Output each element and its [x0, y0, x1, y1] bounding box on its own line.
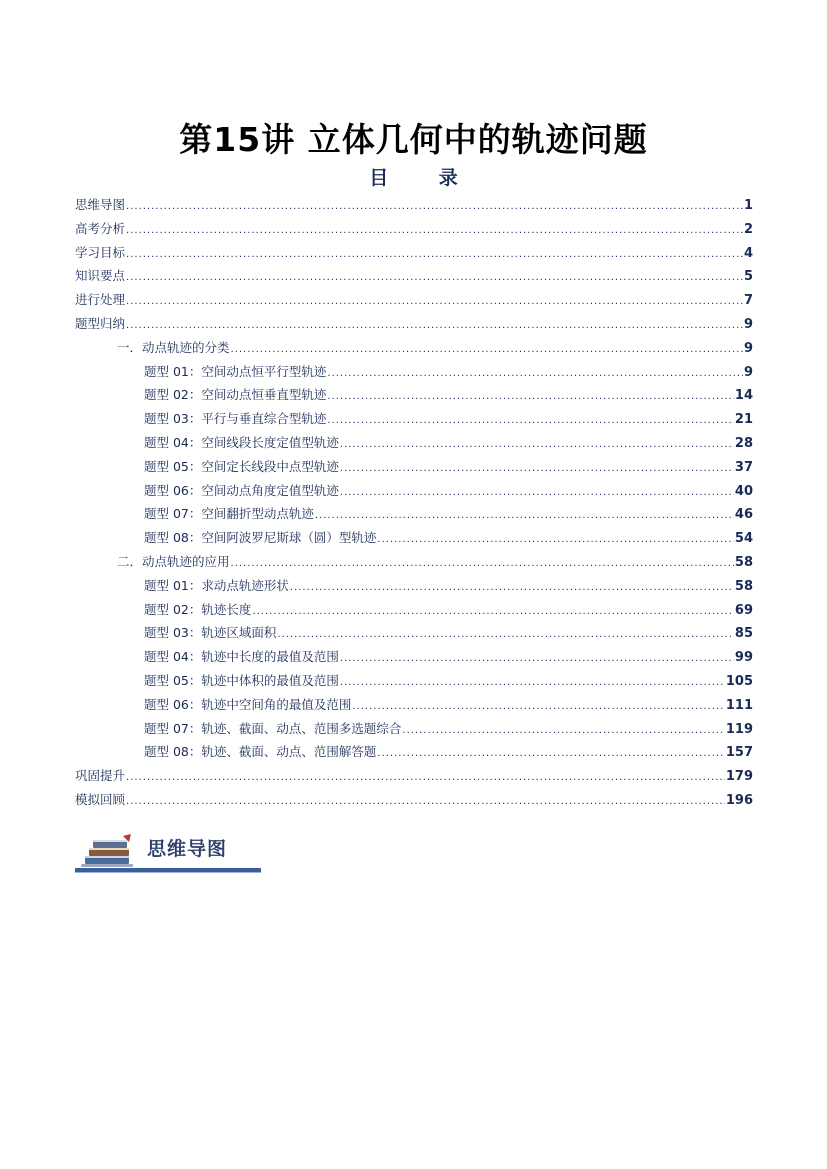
- toc-entry-label: 一．动点轨迹的分类: [117, 339, 230, 355]
- table-of-contents: [75, 193, 753, 812]
- toc-entry-label: 题型 01：空间动点恒平行型轨迹: [144, 363, 327, 379]
- toc-entry-page-number: 2: [743, 221, 753, 237]
- toc-entry[interactable]: [75, 217, 753, 241]
- toc-entry-label: 题型 05：空间定长线段中点型轨迹: [144, 458, 339, 474]
- toc-entry-label: 题型 04：空间线段长度定值型轨迹: [144, 434, 339, 450]
- toc-dot-leader: [377, 742, 724, 766]
- toc-entry-page-number: 58: [734, 578, 753, 594]
- toc-entry[interactable]: [75, 193, 753, 217]
- toc-entry-label: 模拟回顾: [75, 791, 126, 807]
- toc-entry-label: 学习目标: [75, 244, 126, 260]
- toc-entry[interactable]: [75, 502, 753, 526]
- toc-entry[interactable]: [75, 288, 753, 312]
- toc-dot-leader: [126, 314, 743, 338]
- page-title: 第15讲 立体几何中的轨迹问题: [179, 120, 648, 160]
- toc-entry[interactable]: [75, 574, 753, 598]
- toc-entry-label: 高考分析: [75, 220, 126, 236]
- toc-entry-page-number: 111: [725, 697, 753, 713]
- toc-entry-page-number: 46: [734, 507, 753, 523]
- toc-dot-leader: [252, 600, 734, 624]
- toc-entry[interactable]: [75, 764, 753, 788]
- toc-dot-leader: [327, 385, 734, 409]
- toc-dot-leader: [126, 195, 743, 219]
- toc-entry-page-number: 119: [725, 721, 753, 737]
- toc-dot-leader: [231, 338, 743, 362]
- toc-heading: 目 录: [369, 167, 480, 189]
- toc-entry[interactable]: [75, 621, 753, 645]
- toc-entry[interactable]: [75, 431, 753, 455]
- toc-entry[interactable]: [75, 264, 753, 288]
- toc-dot-leader: [340, 671, 725, 695]
- toc-entry-label: 题型 02：空间动点恒垂直型轨迹: [144, 387, 327, 403]
- toc-entry[interactable]: [75, 788, 753, 812]
- toc-entry-label: 知识要点: [75, 268, 126, 284]
- toc-dot-leader: [340, 433, 734, 457]
- toc-entry-page-number: 9: [743, 364, 753, 380]
- toc-entry[interactable]: [75, 241, 753, 265]
- toc-dot-leader: [231, 552, 734, 576]
- section-banner-rule: [75, 868, 261, 873]
- toc-entry-label: 二．动点轨迹的应用: [117, 553, 230, 569]
- toc-entry-page-number: 14: [734, 388, 753, 404]
- toc-dot-leader: [340, 647, 734, 671]
- toc-entry-page-number: 157: [725, 745, 753, 761]
- toc-entry-label: 题型 03：轨迹区域面积: [144, 625, 277, 641]
- toc-dot-leader: [402, 719, 724, 743]
- toc-dot-leader: [290, 576, 734, 600]
- toc-entry-label: 题型 07：空间翻折型动点轨迹: [144, 506, 314, 522]
- toc-dot-leader: [126, 243, 743, 267]
- toc-entry-label: 题型 04：轨迹中长度的最值及范围: [144, 649, 339, 665]
- toc-entry-page-number: 105: [725, 673, 753, 689]
- books-icon: [79, 832, 139, 870]
- toc-entry-page-number: 54: [734, 531, 753, 547]
- toc-entry-page-number: 58: [734, 554, 753, 570]
- toc-entry[interactable]: [75, 455, 753, 479]
- toc-entry-page-number: 5: [743, 269, 753, 285]
- toc-entry[interactable]: [75, 669, 753, 693]
- toc-entry-page-number: 196: [725, 792, 753, 808]
- toc-entry-page-number: 69: [734, 602, 753, 618]
- toc-entry-page-number: 9: [743, 340, 753, 356]
- toc-entry-label: 题型 05：轨迹中体积的最值及范围: [144, 672, 339, 688]
- toc-entry[interactable]: [75, 336, 753, 360]
- toc-entry-page-number: 85: [734, 626, 753, 642]
- toc-dot-leader: [352, 695, 724, 719]
- toc-entry[interactable]: [75, 550, 753, 574]
- toc-entry[interactable]: [75, 740, 753, 764]
- toc-dot-leader: [277, 623, 734, 647]
- toc-dot-leader: [327, 409, 734, 433]
- toc-entry-page-number: 40: [734, 483, 753, 499]
- toc-dot-leader: [126, 766, 725, 790]
- section-banner-mind-map: [75, 830, 261, 874]
- toc-entry-label: 思维导图: [75, 197, 126, 212]
- toc-entry-label: 题型 08：轨迹、截面、动点、范围解答题: [144, 744, 377, 760]
- toc-entry-page-number: 1: [743, 198, 753, 213]
- toc-entry-page-number: 21: [734, 412, 753, 428]
- section-banner-label: 思维导图: [147, 838, 228, 860]
- toc-entry-page-number: 99: [734, 650, 753, 666]
- toc-entry-label: 巩固提升: [75, 768, 126, 784]
- toc-entry[interactable]: [75, 407, 753, 431]
- toc-dot-leader: [126, 790, 725, 814]
- toc-entry-page-number: 28: [734, 435, 753, 451]
- toc-entry-page-number: 4: [743, 245, 753, 261]
- toc-entry-page-number: 7: [743, 293, 753, 309]
- toc-entry-page-number: 9: [743, 316, 753, 332]
- toc-entry-label: 题型归纳: [75, 315, 126, 331]
- toc-dot-leader: [126, 219, 743, 243]
- toc-dot-leader: [126, 290, 743, 314]
- toc-entry[interactable]: [75, 717, 753, 741]
- toc-entry[interactable]: [75, 312, 753, 336]
- toc-entry-label: 进行处理: [75, 292, 126, 308]
- toc-dot-leader: [340, 481, 734, 505]
- toc-entry[interactable]: [75, 479, 753, 503]
- toc-entry[interactable]: [75, 360, 753, 384]
- toc-entry-label: 题型 06：空间动点角度定值型轨迹: [144, 482, 339, 498]
- toc-entry-label: 题型 06：轨迹中空间角的最值及范围: [144, 696, 352, 712]
- toc-entry[interactable]: [75, 693, 753, 717]
- toc-dot-leader: [377, 528, 734, 552]
- toc-entry[interactable]: [75, 645, 753, 669]
- toc-entry-page-number: 37: [734, 459, 753, 475]
- toc-dot-leader: [340, 457, 734, 481]
- toc-entry-label: 题型 01：求动点轨迹形状: [144, 577, 289, 593]
- toc-entry[interactable]: [75, 526, 753, 550]
- toc-entry-label: 题型 03：平行与垂直综合型轨迹: [144, 411, 327, 427]
- toc-entry[interactable]: [75, 598, 753, 622]
- toc-dot-leader: [315, 504, 734, 528]
- toc-dot-leader: [327, 362, 743, 386]
- toc-entry-label: 题型 08：空间阿波罗尼斯球（圆）型轨迹: [144, 530, 377, 546]
- toc-entry-label: 题型 02：轨迹长度: [144, 601, 252, 617]
- toc-dot-leader: [126, 266, 743, 290]
- toc-entry-label: 题型 07：轨迹、截面、动点、范围多选题综合: [144, 720, 402, 736]
- toc-entry-page-number: 179: [725, 769, 753, 785]
- toc-entry[interactable]: [75, 383, 753, 407]
